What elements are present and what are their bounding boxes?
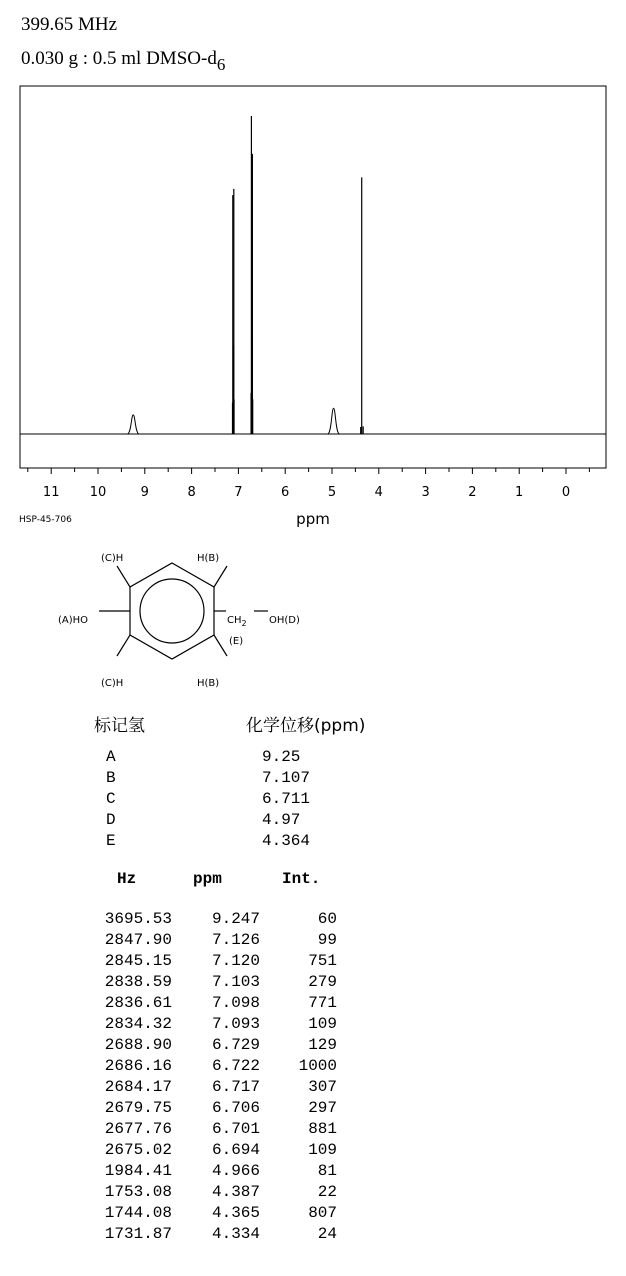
peak-int-cell: 1000 [298,1057,337,1075]
shift-table-col2-header: 化学位移(ppm) [246,716,366,736]
shift-label: D [106,811,116,829]
spectrometer-frequency: 399.65 MHz [21,14,118,35]
label-a-ho: (A)HO [58,615,89,626]
peak-int-cell: 751 [308,952,337,970]
x-tick-label: 8 [187,485,196,500]
peak-int-cell: 99 [317,931,337,949]
peak-ppm-cell: 4.387 [211,1183,260,1201]
peak-table-hz-header: Hz [117,870,137,888]
bond-hc-top [117,566,130,587]
label-oh-d: OH(D) [269,615,300,626]
bond-hb-bottom [214,635,227,656]
peak-int-cell: 307 [308,1078,337,1096]
peak-int-cell: 60 [317,910,337,928]
aromatic-circle [140,579,204,643]
peak-int-cell: 297 [308,1099,337,1117]
benzene-ring [130,563,214,659]
x-tick-label: 2 [468,485,477,500]
peak-ppm-cell: 7.093 [211,1015,260,1033]
x-axis-label: ppm [296,510,330,528]
peak-ppm-cell: 7.126 [211,931,260,949]
shift-value: 4.364 [262,832,311,850]
peak-ppm-cell: 6.701 [211,1120,260,1138]
peak-ppm-cell: 4.966 [211,1162,260,1180]
bond-hc-bottom [117,635,130,656]
peak-int-cell: 81 [317,1162,337,1180]
shift-value: 6.711 [262,790,311,808]
peak-int-cell: 109 [308,1015,337,1033]
peak-int-cell: 24 [317,1225,337,1243]
label-ch: CH [227,615,242,626]
shift-table-col1-header: 标记氢 [94,716,145,736]
peak-hz-cell: 2675.02 [104,1141,172,1159]
peak-ppm-cell: 9.247 [211,910,260,928]
label-ch2-sub: 2 [241,619,247,628]
spectrum-code: HSP-45-706 [19,515,72,525]
peak-ppm-cell: 7.103 [211,973,260,991]
peak-ppm-cell: 6.729 [211,1036,260,1054]
shift-label: E [106,832,116,850]
peak-ppm-cell: 4.365 [211,1204,260,1222]
shift-value: 4.97 [262,811,301,829]
peak-hz-cell: 2688.90 [104,1036,172,1054]
label-hc-top: (C)H [101,553,124,564]
peak-hz-cell: 2836.61 [104,994,172,1012]
peak-int-cell: 279 [308,973,337,991]
label-ch2 [227,615,247,628]
label-e: (E) [229,636,244,647]
peak-ppm-cell: 6.706 [211,1099,260,1117]
peak-hz-cell: 1744.08 [104,1204,172,1222]
shift-value: 9.25 [262,748,301,766]
sample-subscript: 6 [216,55,226,74]
peak-hz-cell: 2684.17 [104,1078,172,1096]
shift-value: 7.107 [262,769,311,787]
peak-hz-cell: 3695.53 [104,910,172,928]
peak-hz-cell: 2834.32 [104,1015,172,1033]
peak-hz-cell: 2847.90 [104,931,172,949]
peak-table-int-header: Int. [282,870,321,888]
peak-int-cell: 771 [308,994,337,1012]
x-tick-label: 11 [42,485,60,500]
x-tick-label: 10 [89,485,107,500]
shift-label: C [106,790,116,808]
shift-label: B [106,769,116,787]
peak-int-cell: 807 [308,1204,337,1222]
peak-ppm-cell: 7.120 [211,952,260,970]
peak-hz-cell: 2677.76 [104,1120,172,1138]
label-hb-top: H(B) [197,553,220,564]
x-tick-label: 5 [327,485,337,500]
peak-hz-cell: 2838.59 [104,973,172,991]
peak-hz-cell: 1753.08 [104,1183,172,1201]
x-tick-label: 7 [234,485,243,500]
peak-hz-cell: 1984.41 [104,1162,172,1180]
peak-hz-cell: 1731.87 [104,1225,172,1243]
peak-ppm-cell: 6.722 [211,1057,260,1075]
peak-ppm-cell: 7.098 [211,994,260,1012]
peak-table-ppm-header: ppm [193,870,222,888]
peak-hz-cell: 2679.75 [104,1099,172,1117]
peak-hz-cell: 2686.16 [104,1057,172,1075]
peak-int-cell: 22 [317,1183,337,1201]
x-tick-label: 1 [515,485,524,500]
x-tick-label: 3 [421,485,430,500]
peak-hz-cell: 2845.15 [104,952,172,970]
x-tick-label: 0 [561,485,571,500]
peak-int-cell: 881 [308,1120,337,1138]
x-tick-label: 6 [281,485,290,500]
peak-int-cell: 129 [308,1036,337,1054]
x-tick-label: 4 [374,485,383,500]
peak-ppm-cell: 6.717 [211,1078,260,1096]
label-hc-bottom: (C)H [101,678,124,689]
peak-ppm-cell: 4.334 [211,1225,260,1243]
sample-text: 0.030 g : 0.5 ml DMSO-d [21,48,217,69]
x-tick-label: 9 [140,485,149,500]
peak-ppm-cell: 6.694 [211,1141,260,1159]
bond-hb-top [214,566,227,587]
label-hb-bottom: H(B) [197,678,220,689]
shift-label: A [106,748,116,766]
peak-int-cell: 109 [308,1141,337,1159]
